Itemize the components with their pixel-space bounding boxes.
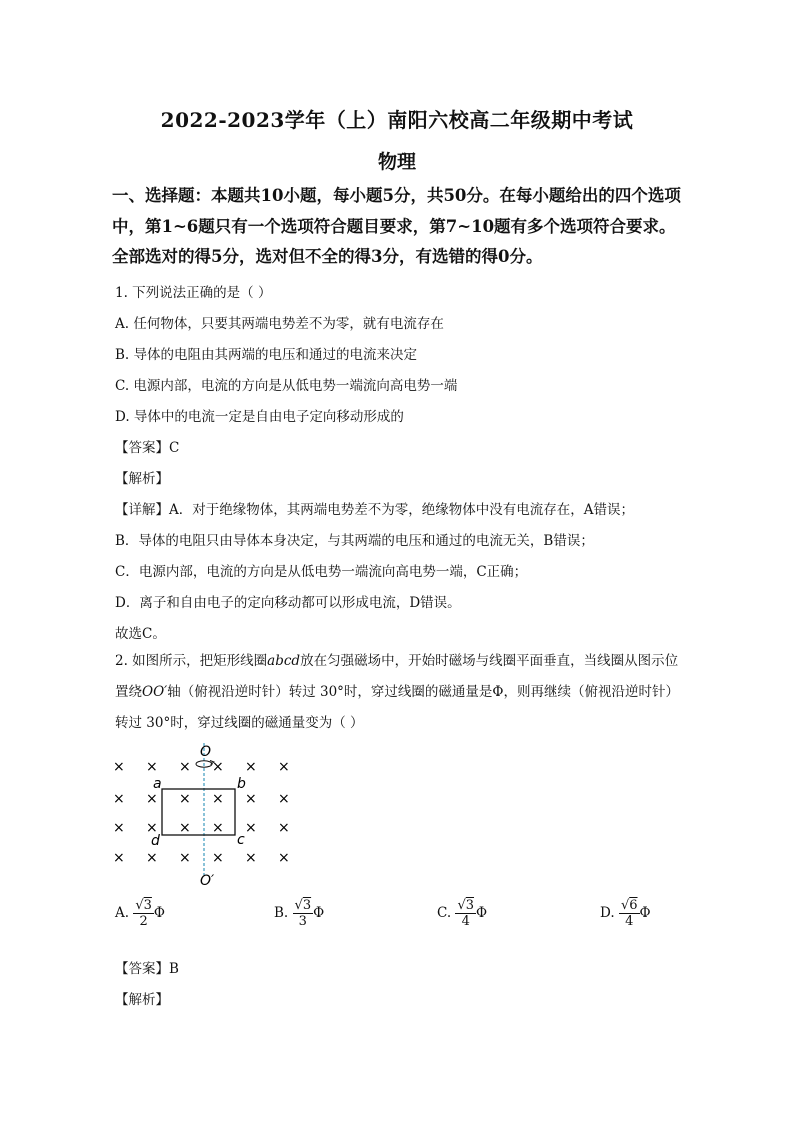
- field-cross-icon: ×: [245, 791, 257, 807]
- q2-analysis-label: 【解析】: [115, 992, 169, 1008]
- q1-answer: 【答案】C: [115, 440, 180, 456]
- q2-option-b: B. $\frac{√3}{3}$ Φ: [274, 898, 325, 929]
- q1-option-b: B. 导体的电阻由其两端的电压和通过的电流来决定: [115, 347, 418, 363]
- q1-detail-c: C．电源内部，电流的方向是从低电势一端流向高电势一端，C正确；: [115, 564, 528, 580]
- q2-option-a: A. $\frac{√3}{2}$ Φ: [115, 898, 165, 929]
- field-cross-icon: ×: [179, 791, 191, 807]
- field-cross-icon: ×: [212, 791, 224, 807]
- field-cross-icon: ×: [245, 850, 257, 866]
- label-a: a: [153, 776, 162, 792]
- field-cross-icon: ×: [179, 820, 191, 836]
- q2-option-d-letter: D.: [600, 905, 615, 921]
- q1-option-d: D. 导体中的电流一定是自由电子定向移动形成的: [115, 409, 404, 425]
- label-O-bottom: O′: [200, 873, 215, 888]
- field-cross-icon: ×: [146, 759, 158, 775]
- field-cross-icon: ×: [212, 850, 224, 866]
- q2-axis-name: OO′: [142, 684, 168, 700]
- field-cross-icon: ×: [179, 850, 191, 866]
- field-cross-icon: ×: [113, 850, 125, 866]
- field-cross-icon: ×: [113, 791, 125, 807]
- label-d: d: [151, 833, 160, 849]
- q2-option-c: C. $\frac{√3}{4}$ Φ: [437, 898, 488, 929]
- q1-detail-d: D．离子和自由电子的定向移动都可以形成电流，D错误。: [115, 595, 461, 611]
- rectangular-coil: [162, 789, 235, 835]
- q2-stem-part2: 放在匀强磁场中，开始时磁场与线圈平面垂直，当线圈从图示位置绕: [115, 653, 679, 700]
- q1-option-a: A. 任何物体，只要其两端电势差不为零，就有电流存在: [115, 316, 444, 332]
- field-cross-icon: ×: [179, 759, 191, 775]
- field-cross-icon: ×: [113, 820, 125, 836]
- q1-stem: 1. 下列说法正确的是（ ）: [115, 285, 272, 301]
- field-cross-icon: ×: [278, 759, 290, 775]
- field-cross-icon: ×: [278, 791, 290, 807]
- q2-option-c-letter: C.: [437, 905, 452, 921]
- field-cross-icon: ×: [245, 820, 257, 836]
- q2-stem-part3: 轴（俯视沿逆时针）转过 30°时，穿过线圈的磁通量是Φ，则再继续（俯视沿逆时针）转过 30°时，穿过线圈的磁通量变为（ ）: [115, 684, 679, 731]
- q2-option-c-fraction: $\frac{√3}{4}$: [457, 898, 475, 929]
- exam-title: 2022-2023学年（上）南阳六校高二年级期中考试: [160, 108, 634, 132]
- label-c: c: [237, 832, 245, 848]
- field-cross-icon: ×: [245, 759, 257, 775]
- section-instructions: 一、选择题：本题共10小题，每小题5分，共50分。在每小题给出的四个选项中，第1~6题只有一个选项符合题目要求，第7~10题有多个选项符合要求。全部选对的得5分，选对但不全的得3分，有选错的得0分。: [112, 186, 681, 266]
- q1-analysis-label: 【解析】: [115, 471, 169, 487]
- label-O-top: O: [200, 744, 212, 760]
- field-cross-icon: ×: [212, 759, 224, 775]
- q2-stem-part1: 2. 如图所示，把矩形线圈: [115, 653, 268, 669]
- q2-coil-name: abcd: [267, 653, 301, 669]
- field-cross-icon: ×: [146, 850, 158, 866]
- q2-option-b-letter: B.: [274, 905, 289, 921]
- q2-option-a-fraction: $\frac{√3}{2}$: [135, 898, 152, 929]
- label-b: b: [237, 776, 246, 792]
- q2-option-b-fraction: $\frac{√3}{3}$: [294, 898, 312, 929]
- magnetic-field-crosses: [113, 759, 290, 866]
- magnetic-field-coil-figure: [100, 738, 310, 888]
- field-cross-icon: ×: [278, 850, 290, 866]
- q1-detail-a: 【详解】A．对于绝缘物体，其两端电势差不为零，绝缘物体中没有电流存在，A错误；: [115, 502, 634, 518]
- q2-option-a-letter: A.: [115, 905, 130, 921]
- subject-title: 物理: [377, 151, 416, 173]
- field-cross-icon: ×: [146, 791, 158, 807]
- q1-option-c: C. 电源内部，电流的方向是从低电势一端流向高电势一端: [115, 378, 458, 394]
- field-cross-icon: ×: [278, 820, 290, 836]
- q2-answer: 【答案】B: [115, 961, 179, 977]
- q2-stem: [115, 646, 685, 739]
- field-cross-icon: ×: [212, 820, 224, 836]
- q1-detail-b: B．导体的电阻只由导体本身决定，与其两端的电压和通过的电流无关，B错误；: [115, 533, 594, 549]
- field-cross-icon: ×: [113, 759, 125, 775]
- q2-option-d-fraction: $\frac{√6}{4}$: [620, 898, 638, 929]
- field-cross-icon: ×: [146, 820, 158, 836]
- q1-conclusion: 故选C。: [115, 626, 166, 642]
- q2-option-d: D. $\frac{√6}{4}$ Φ: [600, 898, 651, 929]
